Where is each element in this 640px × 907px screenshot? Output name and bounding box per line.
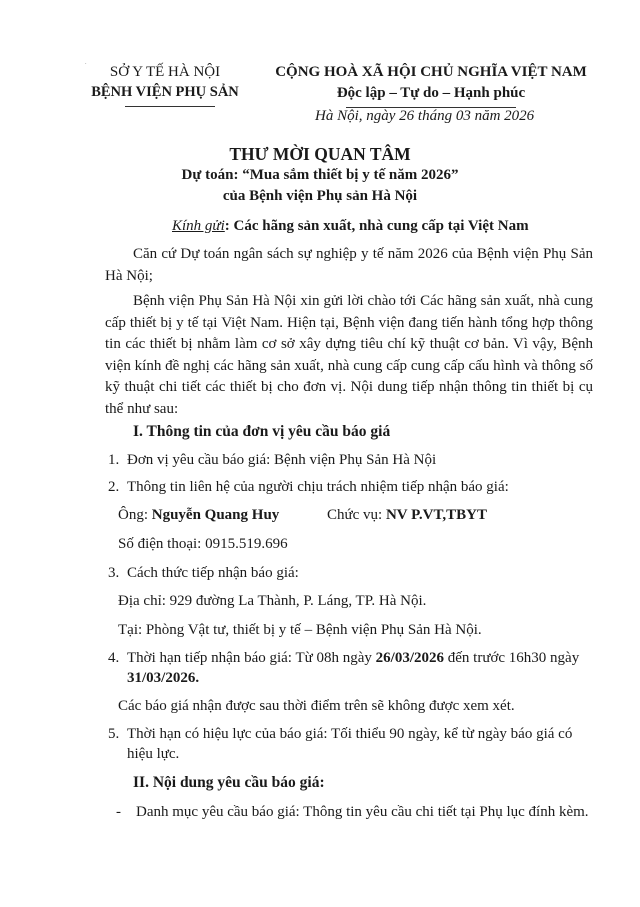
receiving-address: Địa chỉ: 929 đường La Thành, P. Láng, TP. Hà Nội. [118,593,427,609]
end-date: 31/03/2026. [127,670,200,686]
header-left-rule [125,106,215,107]
item-5-number: 5. [108,726,120,742]
greeting-recipients: : Các hãng sản xuất, nhà cung cấp tại Việt Nam [224,218,529,234]
country-name: CỘNG HOÀ XÃ HỘI CHỦ NGHĨA VIỆT NAM [275,64,587,80]
item-1-text: Đơn vị yêu cầu báo giá: Bệnh viện Phụ Sản Hà Nội [127,452,437,468]
contact-name-value: Nguyễn Quang Huy [151,507,280,523]
item-4-text [127,650,579,667]
item-4-text-a: Thời hạn tiếp nhận báo giá: Từ 08h ngày [127,650,376,666]
hospital-name: BỆNH VIỆN PHỤ SẢN [91,84,239,100]
contact-position-value: NV P.VT,TBYT [385,507,487,523]
item-3-number: 3. [108,565,120,581]
section-1-heading: I. Thông tin của đơn vị yêu cầu báo giá [133,423,391,440]
item-2-number: 2. [108,479,120,495]
item-4-text-b: đến trước 16h30 ngày [444,650,580,666]
contact-name [118,507,279,524]
greeting-label: Kính gửi [172,218,225,234]
basis-paragraph: Căn cứ Dự toán ngân sách sự nghiệp y tế năm 2026 của Bệnh viện Phụ Sản Hà Nội; [105,246,593,284]
estimate-line: Dự toán: “Mua sắm thiết bị y tế năm 2026” [181,167,459,183]
contact-position [327,507,487,524]
contact-name-label: Ông: [118,507,152,523]
issuer-line: của Bệnh viện Phụ sản Hà Nội [222,188,418,204]
item-1-number: 1. [108,452,120,468]
section-2-item: Danh mục yêu cầu báo giá: Thông tin yêu cầu chi tiết tại Phụ lục đính kèm. [136,804,589,820]
place-date: Hà Nội, ngày 26 tháng 03 năm 2026 [315,108,535,124]
bullet-dash: - [116,804,121,820]
greeting [172,218,529,235]
contact-phone: Số điện thoại: 0915.519.696 [118,536,288,552]
item-2-text: Thông tin liên hệ của người chịu trách nhiệm tiếp nhận báo giá: [127,479,509,495]
start-date: 26/03/2026 [375,650,444,666]
document-title: THƯ MỜI QUAN TÂM [229,144,411,164]
item-5-text-cont: hiệu lực. [127,746,180,762]
national-motto: Độc lập – Tự do – Hạnh phúc [336,85,526,101]
item-5-text: Thời hạn có hiệu lực của báo giá: Tối thiểu 90 ngày, kể từ ngày báo giá có [127,726,573,742]
section-2-heading: II. Nội dung yêu cầu báo giá: [133,774,325,791]
request-paragraph: Bệnh viện Phụ Sản Hà Nội xin gửi lời chào tới Các hãng sản xuất, nhà cung cấp thiết bị y tế tại Việt Nam. Hiện tại, Bệnh viện đang tiến hành tổng hợp thông tin các thiết bị nhằm làm cơ sở xây dựng tiêu chí kỹ thuật cơ bản. Vì vậy, Bệnh viện kính đề nghị các hãng sản xuất, nhà cung cấp cung cấp cấu hình và thông số kỹ thuật chi tiết các thiết bị cho đơn vị. Nội dung tiếp nhận thông tin thiết bị cụ thể như sau: [105,293,593,417]
contact-position-label: Chức vụ: [327,507,386,523]
item-3-text: Cách thức tiếp nhận báo giá: [127,565,299,581]
late-submission-note: Các báo giá nhận được sau thời điểm trên sẽ không được xem xét. [118,698,515,714]
scan-speck: · [85,62,87,67]
issuing-authority: SỞ Y TẾ HÀ NỘI [109,64,221,80]
item-4-number: 4. [108,650,120,666]
receiving-location: Tại: Phòng Vật tư, thiết bị y tế – Bệnh viện Phụ Sản Hà Nội. [118,622,482,638]
